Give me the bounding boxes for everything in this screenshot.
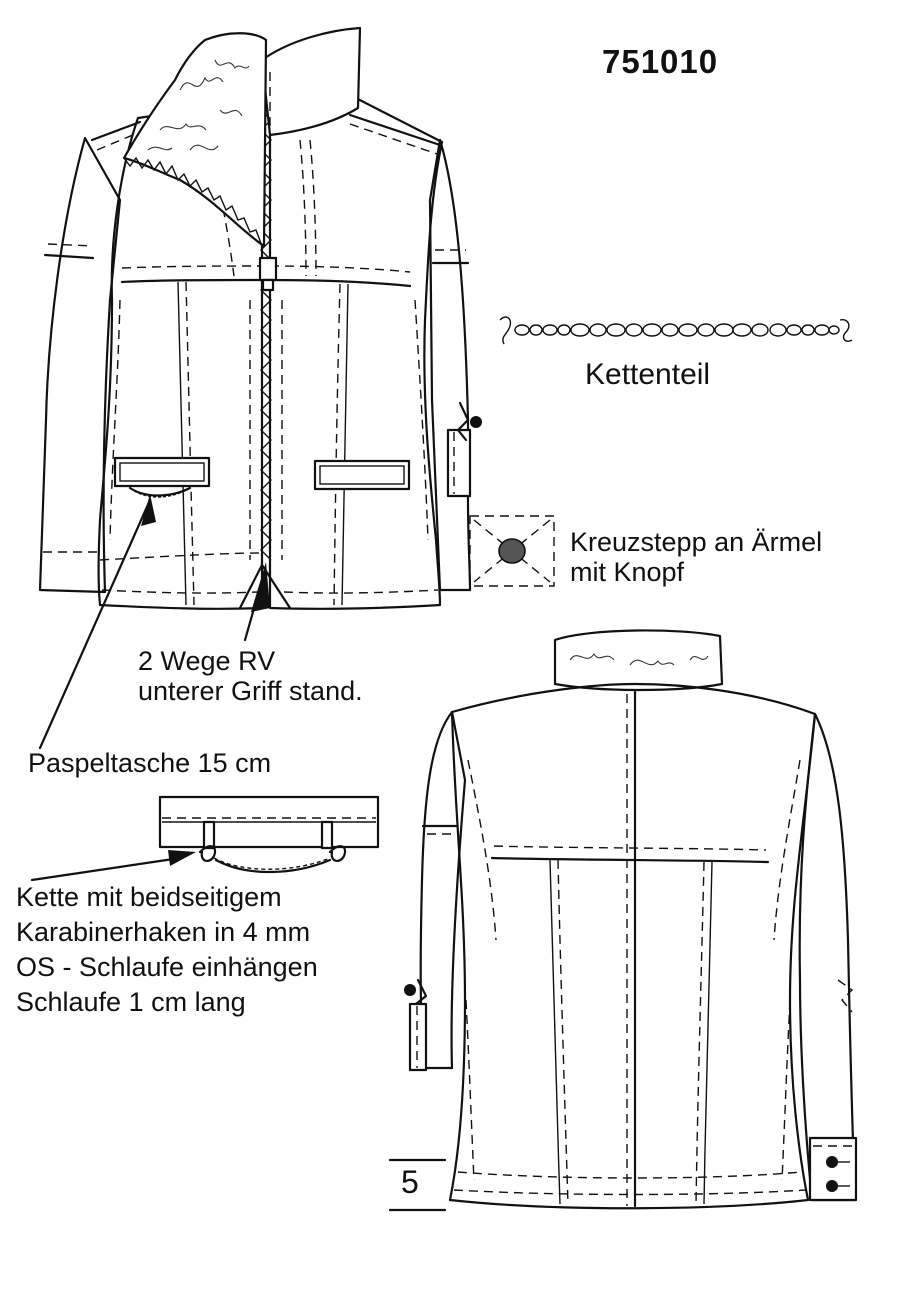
back-jacket-view <box>404 630 856 1208</box>
cross-stitch-label-line2: mit Knopf <box>570 557 685 588</box>
style-number: 751010 <box>602 43 719 80</box>
cross-stitch-detail <box>470 516 554 586</box>
back-left-sleeve <box>421 712 465 1068</box>
front-right-welt-pocket <box>315 461 409 489</box>
carabiner-label-line1: Kette mit beidseitigem <box>16 882 282 912</box>
chain-part-label: Kettenteil <box>585 358 711 391</box>
front-left-welt-pocket <box>115 458 209 486</box>
cross-stitch-label-line1: Kreuzstepp an Ärmel <box>570 527 823 557</box>
back-rolled-cuff-left <box>410 1004 426 1070</box>
front-left-sleeve <box>40 138 120 592</box>
front-right-panel <box>270 95 442 609</box>
carabiner-label-line4: Schlaufe 1 cm lang <box>16 987 246 1017</box>
back-sleeve-button-left <box>404 984 416 996</box>
front-right-sleeve <box>430 140 470 590</box>
page-number: 5 <box>401 1164 419 1200</box>
front-jacket-view <box>40 28 482 609</box>
front-stand-collar <box>262 28 360 135</box>
zipper-label-line2: unterer Griff stand. <box>138 676 363 707</box>
carabiner-label <box>16 880 318 1020</box>
carabiner-label-line2: Karabinerhaken in 4 mm <box>16 917 311 947</box>
back-cuff-button-2 <box>826 1180 838 1192</box>
welt-pocket-label: Paspeltasche 15 cm <box>28 748 272 778</box>
back-right-sleeve <box>800 714 855 1200</box>
front-sleeve-button <box>470 416 482 428</box>
pocket-carabiner-detail <box>160 797 378 872</box>
zipper-pull <box>260 258 276 280</box>
zipper-label-line1: 2 Wege RV <box>138 646 276 676</box>
back-body <box>450 684 815 1208</box>
cross-stitch-button-icon <box>499 539 525 563</box>
chain-part-illustration <box>500 317 852 344</box>
front-fur-collar <box>124 33 266 246</box>
back-cuff-button-1 <box>826 1156 838 1168</box>
carabiner-label-line3: OS - Schlaufe einhängen <box>16 952 318 982</box>
zipper-label <box>138 646 363 706</box>
cross-stitch-label <box>570 527 822 587</box>
